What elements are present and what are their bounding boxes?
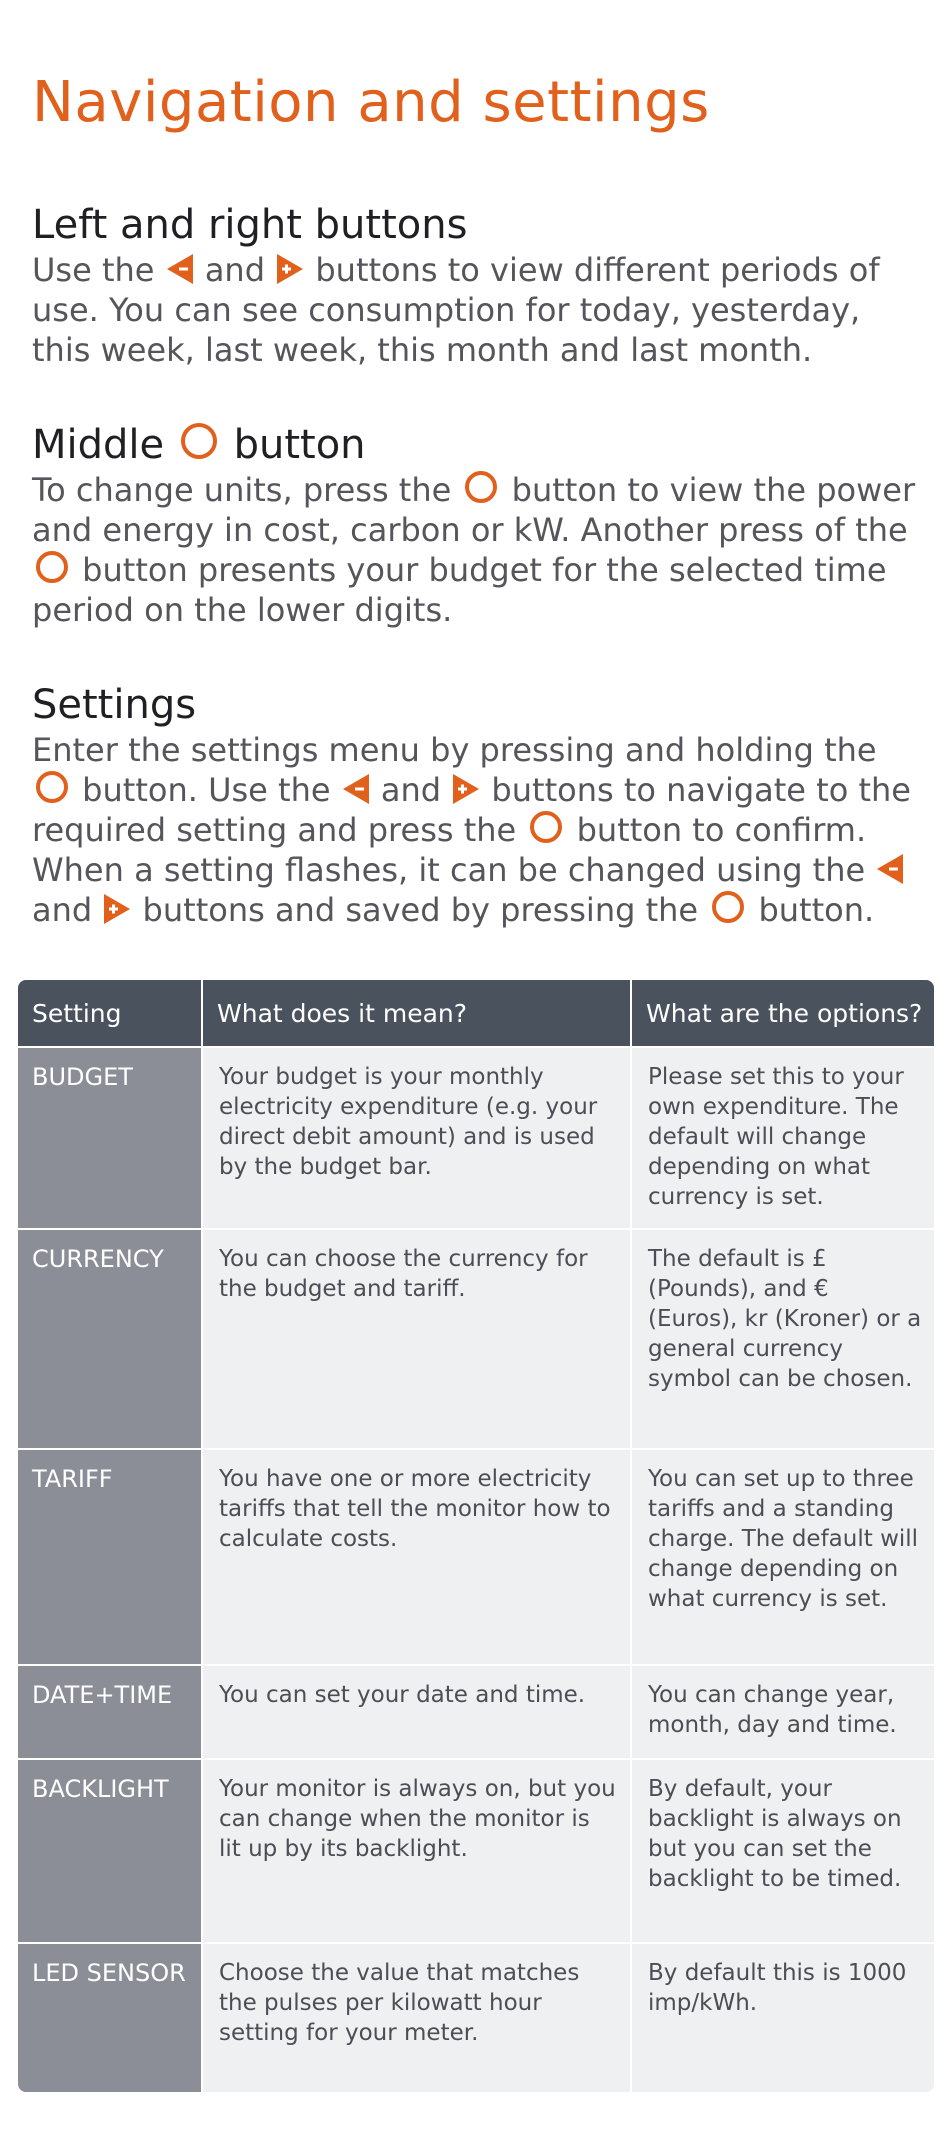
text: To change units, press the <box>32 471 452 509</box>
cell-options: By default, your backlight is always on but you can set the backlight to be timed. <box>630 1760 934 1942</box>
header-meaning: What does it mean? <box>201 980 630 1046</box>
circle-button-icon <box>465 471 497 503</box>
heading-text: Middle <box>32 422 165 468</box>
cell-setting: CURRENCY <box>18 1230 201 1448</box>
text: and <box>32 891 93 929</box>
cell-options: By default this is 1000 imp/kWh. <box>630 1944 934 2092</box>
table-row <box>18 1758 934 1942</box>
cell-options: The default is £ (Pounds), and € (Euros), kr (Kroner) or a general currency symbol can be chosen. <box>630 1230 934 1448</box>
section-body <box>32 250 922 370</box>
header-options: What are the options? <box>630 980 934 1046</box>
section-body <box>32 470 922 630</box>
table-header <box>18 980 934 1046</box>
text: buttons to view different periods of use. You can see consumption for today, yesterday, this week, last week, this month and last month. <box>32 251 880 369</box>
section-middle <box>32 420 922 630</box>
cell-setting: BUDGET <box>18 1048 201 1228</box>
table-row <box>18 1228 934 1448</box>
header-setting: Setting <box>32 998 122 1028</box>
right-arrow-plus-icon <box>453 774 479 804</box>
heading-text: button <box>233 422 366 468</box>
text: and <box>204 251 266 289</box>
cell-setting: TARIFF <box>18 1450 201 1664</box>
cell-meaning: You can choose the currency for the budget and tariff. <box>201 1230 630 1448</box>
text: button to confirm. When a setting flashes, it can be changed using the <box>32 811 867 889</box>
text: Enter the settings menu by pressing and holding the <box>32 731 877 769</box>
text: button. <box>758 891 875 929</box>
cell-meaning: Choose the value that matches the pulses per kilowatt hour setting for your meter. <box>201 1944 630 2092</box>
left-arrow-minus-icon <box>877 854 903 884</box>
circle-button-icon <box>530 811 562 843</box>
cell-setting: DATE+TIME <box>18 1666 201 1758</box>
cell-options: You can set up to three tariffs and a standing charge. The default will change depending on what currency is set. <box>630 1450 934 1664</box>
cell-setting: LED SENSOR <box>18 1944 201 2092</box>
text: and <box>380 771 442 809</box>
cell-meaning: Your monitor is always on, but you can change when the monitor is lit up by its backlight. <box>201 1760 630 1942</box>
text: button. Use the <box>82 771 331 809</box>
left-arrow-minus-icon <box>167 254 193 284</box>
table-row <box>18 1664 934 1758</box>
table-row <box>18 1448 934 1664</box>
text: button presents your budget for the selected time period on the lower digits. <box>32 551 887 629</box>
text: Use the <box>32 251 155 289</box>
cell-options: Please set this to your own expenditure. The default will change depending on what currency is set. <box>630 1048 934 1228</box>
right-arrow-plus-icon <box>277 254 303 284</box>
section-heading: Left and right buttons <box>32 202 468 248</box>
cell-meaning: Your budget is your monthly electricity expenditure (e.g. your direct debit amount) and is used by the budget bar. <box>201 1048 630 1228</box>
table-row <box>18 1942 934 2092</box>
cell-meaning: You have one or more electricity tariffs that tell the monitor how to calculate costs. <box>201 1450 630 1664</box>
right-arrow-plus-icon <box>104 894 130 924</box>
cell-meaning: You can set your date and time. <box>201 1666 630 1758</box>
text: buttons and saved by pressing the <box>142 891 699 929</box>
section-left-right <box>32 200 922 370</box>
cell-options: You can change year, month, day and time. <box>630 1666 934 1758</box>
left-arrow-minus-icon <box>343 774 369 804</box>
circle-button-icon <box>181 423 217 459</box>
section-body <box>32 730 922 930</box>
circle-button-icon <box>36 551 68 583</box>
page-title: Navigation and settings <box>32 70 710 135</box>
cell-setting: BACKLIGHT <box>18 1760 201 1942</box>
section-settings <box>32 680 922 930</box>
circle-button-icon <box>36 771 68 803</box>
section-heading: Settings <box>32 682 197 728</box>
table-row <box>18 1046 934 1228</box>
settings-table <box>18 980 934 2092</box>
text: button to view the power and energy in cost, carbon or kW. Another press of the <box>32 471 916 549</box>
text: buttons to navigate to the required setting and press the <box>32 771 911 849</box>
circle-button-icon <box>712 891 744 923</box>
section-heading <box>32 420 922 470</box>
